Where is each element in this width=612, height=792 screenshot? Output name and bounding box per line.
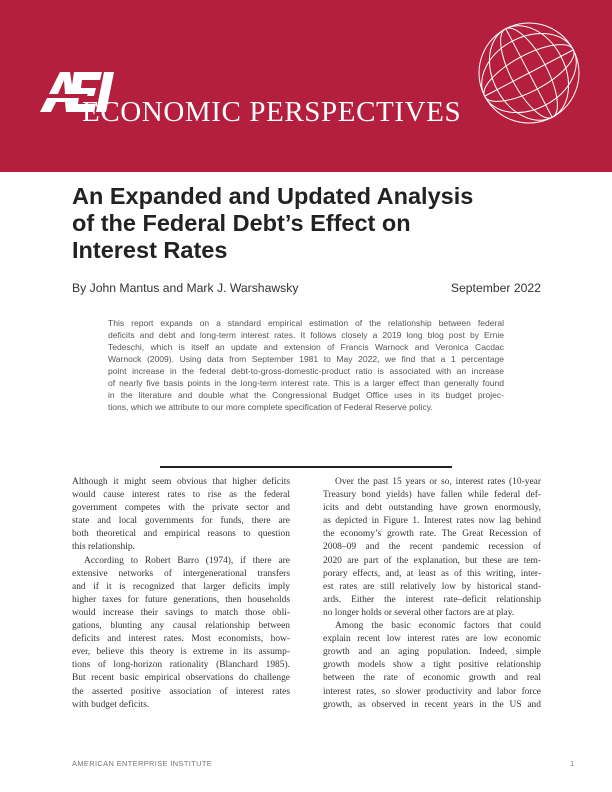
- body-line: with budget deficits.: [72, 699, 150, 710]
- globe-icon: [474, 18, 584, 128]
- body-line: icits and debt outstanding have grown enormously,: [323, 503, 541, 514]
- abstract-line: Warnock (2009). Using data from September 1981 to May 2022, we find that a 1 percentage: [108, 353, 504, 364]
- body-line: between the rate of economic growth and real: [323, 673, 541, 684]
- body-line: extensive networks of intergenerational transfers: [72, 568, 290, 579]
- body-line: 2008–09 and the recent pandemic recession of: [323, 542, 541, 553]
- abstract-line: This report expands on a standard empirical estimation of the relationship between federal: [108, 318, 504, 328]
- body-line: Treasury bond yields) have fallen while federal def-: [323, 490, 541, 501]
- body-line: ards. Either the interest rate–deficit relationship: [323, 594, 541, 605]
- abstract-line: deficits and debt and long-term interest rates. It follows closely a 2019 long blog post by Ernie: [108, 329, 504, 340]
- body-line: est rates are still relatively low by historical stand-: [323, 581, 541, 592]
- body-line: no longer holds or several other factors are at play.: [323, 607, 515, 618]
- body-line: growth models show a tight positive relationship: [323, 660, 541, 671]
- body-line: ever, believe this theory is extreme in its assump-: [72, 647, 290, 658]
- header-banner: [0, 0, 612, 172]
- body-line: porary effects, and, at least as of this writing, inter-: [323, 568, 541, 579]
- title-line: An Expanded and Updated Analysis: [72, 183, 474, 209]
- body-line: the asserted positive association of interest rates: [72, 686, 290, 697]
- page-number: 1: [570, 759, 575, 768]
- body-line: But recent basic empirical observations do challenge: [72, 673, 290, 684]
- abstract: [108, 318, 504, 414]
- body-line: this relationship.: [72, 542, 135, 553]
- body-line: state and local governments for funds, there are: [72, 516, 290, 527]
- author-byline: By John Mantus and Mark J. Warshawsky: [72, 281, 299, 295]
- body-line: Over the past 15 years or so, interest rates (10-year: [335, 477, 541, 487]
- body-column-left: [72, 476, 290, 712]
- footer-publisher: AMERICAN ENTERPRISE INSTITUTE: [72, 759, 213, 768]
- body-line: would cause interest rates to rise as the federal: [72, 490, 290, 501]
- body-line: deficits and interest rates. Most economists, how-: [72, 634, 290, 645]
- title-line: Interest Rates: [72, 237, 228, 263]
- body-line: tions of long-horizon rationality (Blanchard 1985).: [72, 660, 290, 671]
- body-line: the economy’s growth rate. The Great Recession of: [323, 529, 541, 540]
- body-column-right: [323, 476, 541, 712]
- body-line: as depicted in Figure 1. Interest rates now lag behind: [323, 516, 541, 527]
- body-line: interest rates, so slower productivity and labor force: [323, 686, 541, 697]
- body-line: Among the basic economic factors that could: [335, 621, 541, 632]
- abstract-line: tions, which we attribute to our more complete specification of Federal Reserve policy.: [108, 401, 433, 412]
- publication-date: September 2022: [450, 281, 541, 295]
- body-line: growth and an aging population. Indeed, simple: [323, 647, 541, 658]
- section-divider: [160, 466, 452, 468]
- body-line: higher taxes for future generations, then households: [72, 594, 290, 605]
- abstract-line: in the literature and double what the Congressional Budget Office uses in its budget projec-: [108, 389, 504, 400]
- body-line: both theoretical and empirical reasons to question: [72, 529, 290, 540]
- body-line: growth, as observed in recent years in the US and: [323, 699, 541, 710]
- body-line: government competes with the private sector and: [72, 503, 290, 514]
- body-line: 2020 are part of the explanation, but these are tem-: [323, 555, 541, 566]
- body-line: explain recent low interest rates are low economic: [323, 634, 541, 645]
- body-line: gations, blunting any causal relationship between: [72, 621, 290, 632]
- body-line: According to Robert Barro (1974), if there are: [84, 555, 290, 566]
- body-line: would increase their savings to match those obli-: [72, 607, 290, 618]
- abstract-line: Tedeschi, which is itself an update and extension of Francis Warnock and Veronica Cacdac: [108, 341, 504, 352]
- series-title: ECONOMIC PERSPECTIVES: [82, 96, 462, 128]
- body-line: and if it is recognized that larger deficits imply: [72, 581, 290, 592]
- abstract-line: point increase in the federal debt-to-gross-domestic-product ratio is associated with an increase: [108, 365, 504, 376]
- abstract-line: of nearly five basis points in the long-term interest rate. This is a larger effect than generally found: [108, 377, 504, 388]
- title-line: of the Federal Debt’s Effect on: [72, 210, 411, 236]
- article-title: [72, 183, 552, 264]
- body-line: Although it might seem obvious that higher deficits: [72, 477, 290, 487]
